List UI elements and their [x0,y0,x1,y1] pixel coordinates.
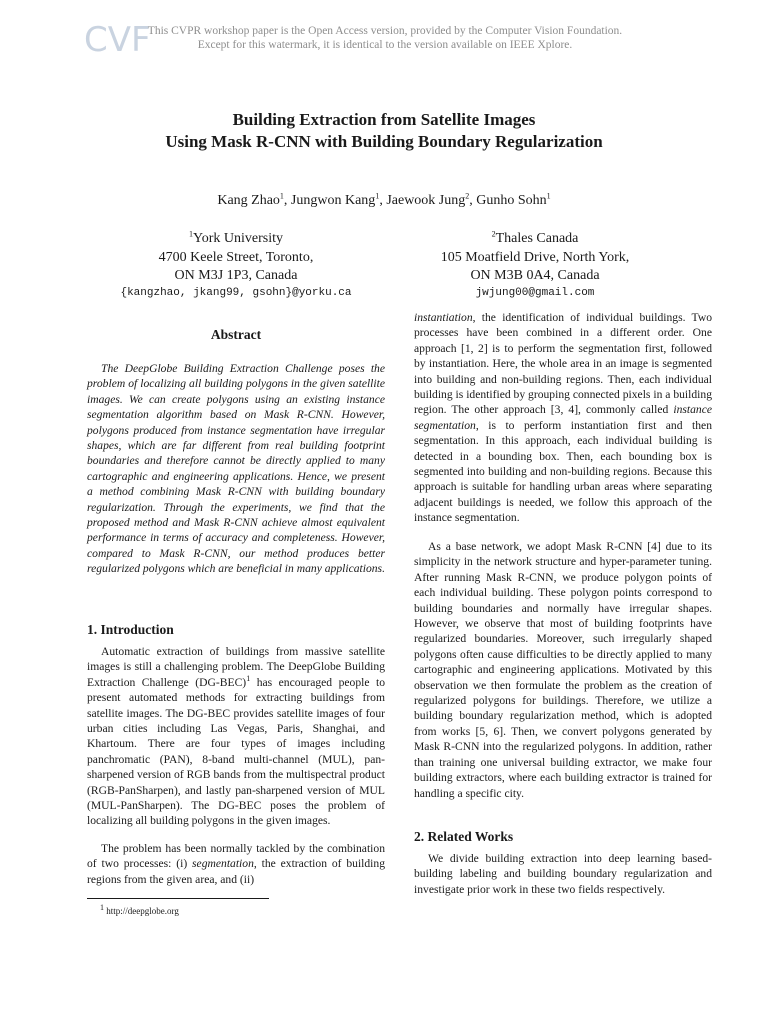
related-works-paragraph: We divide building extraction into deep learning based-building labeling and building boundary regularization and investigate prior work in these two fields respectively. [414,852,712,896]
abstract-heading: Abstract [210,327,262,342]
paper-title-line-1: Building Extraction from Satellite Images [232,110,536,129]
author-name: Jungwon Kang [290,193,376,208]
watermark-line-2: Except for this watermark, it is identical to the version available on IEEE Xplore. [197,39,573,51]
footnote-url: http://deepglobe.org [106,906,179,916]
paper-title-line-2: Using Mask R-CNN with Building Boundary Regularization [165,132,603,151]
footnote-rule [87,898,269,899]
intro-paragraph-1: Automatic extraction of buildings from massive satellite images is still a challenging problem. The DeepGlobe Building Extraction Challenge $(DG-BEC)^1$ has encouraged people to present automated methods for extracting buildings from satellite images. The DG-BEC provides satellite images of four urban cities including Las Vegas, Paris, Shanghai, and Khartoum. There are four types of images including panchromatic (PAN), 8-band multi-channel (MUL), pan-sharpened version of RGB bands from the multispectral product (RGB-PanSharpen), and lastly pan-sharpened version of MUL (MUL-PanSharpen). The DG-BEC poses the problem of localizing all building polygons in the given images. [87,645,386,828]
affiliation-york: $^1$York University 4700 Keele Street, Toronto, ON M3J 1P3, Canada {kangzhao, jkang99, gsohn}@yorku.ca [87,230,385,300]
watermark-line-1: This CVPR workshop paper is the Open Access version, provided by the Computer Vision Foundation. [147,25,623,37]
section-heading-introduction: 1. Introduction [87,622,174,637]
svg-text:CVF: CVF [84,20,151,60]
cvf-logo [84,18,151,60]
author-list: Kang Zhao$^1$, Jungwon Kang$^1$, Jaewook Jung$^2$, Gunho Sohn$^1$ [217,191,551,208]
author-name: Jaewook Jung [386,193,466,208]
footnote-ref: 1 [246,673,251,683]
section-heading-related-works: 2. Related Works [414,829,514,844]
right-paragraph-1: instantiation, the identification of individual buildings. Two processes have been combined in a different order. One approach [1, 2] is to perform the segmentation first, followed by instantiation. Here, the whole area in an image is segmented into building and non-building regions. Then, each individual building is identified by grouping connected pixels in a building region. The other approach [3, 4], commonly called instance segmentation, is to perform instantiation first and then segmentation. In this approach, each individual building is detected in a bounding box. Then, each bounding box is segmented into building and non-building regions. Because this approach is suitable for handling urban areas where separating adjacent buildings is needed, we follow this approach of the instance segmentation. [414,311,712,525]
affiliation-thales: $^2$Thales Canada 105 Moatfield Drive, North York, ON M3B 0A4, Canada jwjung00@gmail.com [386,230,684,300]
intro-paragraph-2: The problem has been normally tackled by the combination of two processes: (i) segmentation, the extraction of building regions from the given area, and (ii) [87,842,385,886]
footnote: $^1$ http://deepglobe.org [100,903,179,916]
author-name: Kang Zhao [217,193,280,208]
open-access-watermark [140,24,630,52]
email-york: {kangzhao, jkang99, gsohn}@yorku.ca [120,286,352,299]
right-paragraph-2: As a base network, we adopt Mask R-CNN [4] due to its simplicity in the network structure and hyper-parameter tuning. After running Mask R-CNN, we produce polygon points of each individual building. These polygon points correspond to building boundaries and normally have irregular shapes. However, we observe that most of building footprints have regularized boundaries. Moreover, such irregularly shaped polygons often cause difficulties to be directly applied to many cartographic and engineering applications. Motivated by this observation we then formulate the problem as the creation of regularized polygons for buildings. Therefore, we utilize a building boundary regularization method, which is adopted from works [5, 6]. Then, we convert polygons generated by Mask R-CNN into the regularized polygons. In addition, rather than training one universal building extractor, we make four building extractors, where each building extractor is trained for handling a specific city. [414,540,712,800]
author-name: Gunho Sohn [476,193,547,208]
abstract-text: The DeepGlobe Building Extraction Challenge poses the problem of localizing all building polygons in the given satellite images. We can create polygons using an existing instance segmentation algorithm based on Mask R-CNN. However, polygons produced from instance segmentation have irregular shapes, which are far different from real building footprint boundaries and therefore cannot be directly applied to many cartographic and engineering applications. Hence, we present a method combining Mask R-CNN with building boundary regularization. Through the experiments, we find that the proposed method and Mask R-CNN achieve almost equivalent performance in terms of accuracy and completeness. However, compared to Mask R-CNN, our method produces better regularized polygons which are beneficial in many applications. [87,362,385,576]
email-thales: jwjung00@gmail.com [475,286,595,299]
